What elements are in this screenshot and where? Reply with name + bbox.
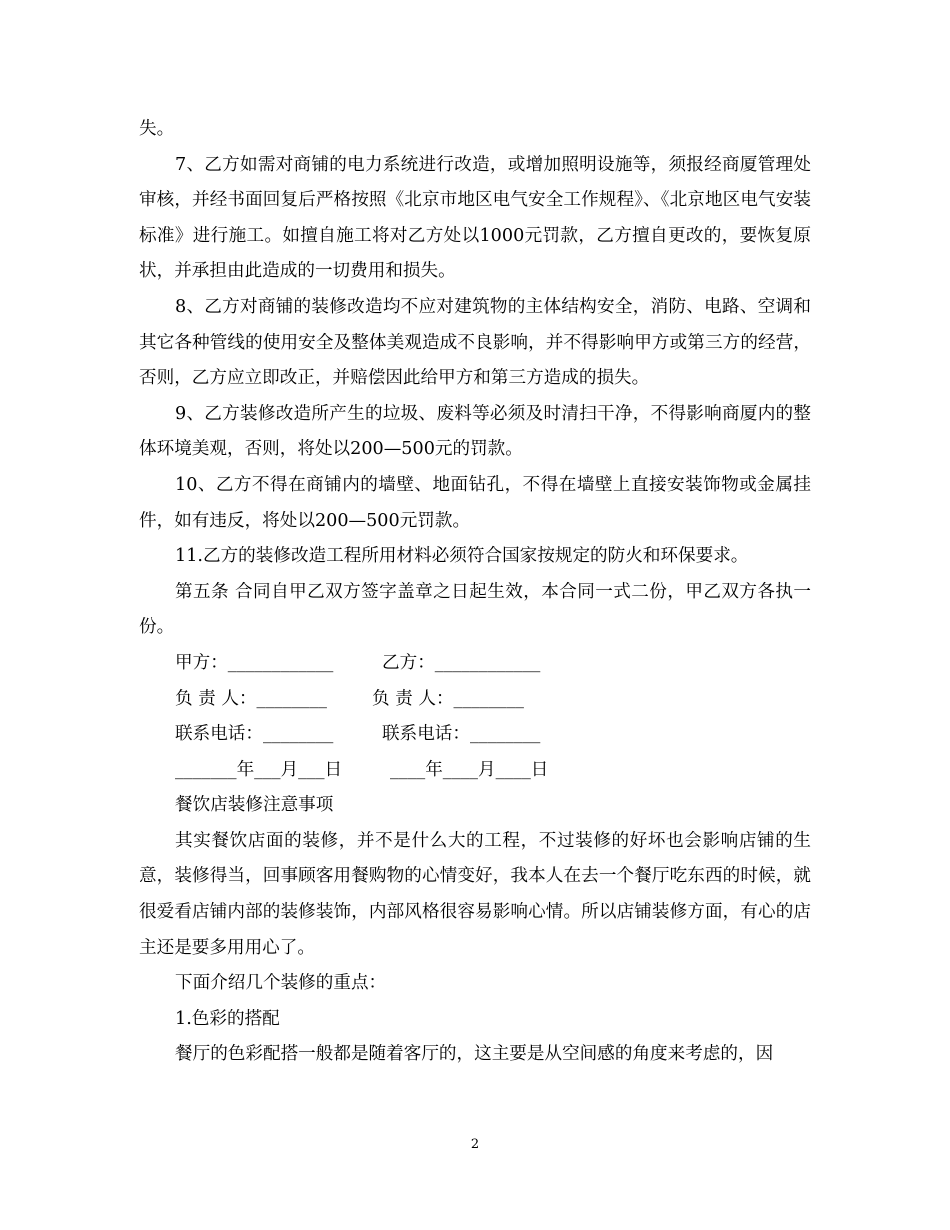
- key-points-lead: 下面介绍几个装修的重点：: [175, 973, 387, 994]
- signature-row-parties: [139, 646, 811, 682]
- phone-b-field: 联系电话：________: [382, 724, 541, 745]
- clause-9: 9、乙方装修改造所产生的垃圾、废料等必须及时清扫干净，不得影响商厦内的整体环境美观，否则，将处以200—500元的罚款。: [139, 403, 811, 460]
- signature-row-date: [139, 753, 811, 789]
- page-number: 2: [470, 1137, 480, 1152]
- subheading-color: 1.色彩的搭配: [175, 1008, 280, 1029]
- clause-10: 10、乙方不得在商铺内的墙壁、地面钻孔，不得在墙壁上直接安装饰物或金属挂件，如有违反，将处以200—500元罚款。: [139, 474, 811, 531]
- section-heading: 餐饮店装修注意事项: [175, 795, 334, 816]
- intro-paragraph: 其实餐饮店面的装修，并不是什么大的工程，不过装修的好坏也会影响店铺的生意，装修得当，回事顾客用餐购物的心情变好，我本人在去一个餐厅吃东西的时候，就很爱看店铺内部的装修装饰，内部风格很容易影响心情。所以店铺装修方面，有心的店主还是要多用用心了。: [139, 830, 811, 958]
- article-5: 第五条 合同自甲乙双方签字盖章之日起生效，本合同一式二份，甲乙双方各执一份。: [139, 581, 811, 638]
- party-b-field: 乙方：____________: [382, 652, 541, 673]
- date-a-field: _______年___月___日: [175, 759, 343, 780]
- document-body: [139, 112, 811, 1073]
- party-a-field: 甲方：____________: [175, 652, 334, 673]
- paragraph-continuation: 失。: [139, 119, 175, 139]
- signature-row-phone: [139, 717, 811, 753]
- responsible-b-field: 负 责 人：________: [372, 688, 524, 709]
- clause-8: 8、乙方对商铺的装修改造均不应对建筑物的主体结构安全，消防、电路、空调和其它各种管线的使用安全及整体美观造成不良影响，并不得影响甲方或第三方的经营，否则，乙方应立即改正，并赔偿因此给甲方和第三方造成的损失。: [139, 296, 811, 389]
- clause-11: 11.乙方的装修改造工程所用材料必须符合国家按规定的防火和环保要求。: [175, 546, 749, 567]
- clause-7: 7、乙方如需对商铺的电力系统进行改造，或增加照明设施等，须报经商厦管理处审核，并经书面回复后严格按照《北京市地区电气安全工作规程》、《北京地区电气安装标准》进行施工。如擅自施工将对乙方处以1000元罚款，乙方擅自更改的，要恢复原状，并承担由此造成的一切费用和损失。: [139, 154, 811, 282]
- phone-a-field: 联系电话：________: [175, 724, 334, 745]
- responsible-a-field: 负 责 人：________: [175, 688, 327, 709]
- signature-row-responsible: [139, 682, 811, 718]
- date-b-field: ____年____月____日: [390, 759, 549, 780]
- color-paragraph: 餐厅的色彩配搭一般都是随着客厅的，这主要是从空间感的角度来考虑的，因: [175, 1044, 774, 1065]
